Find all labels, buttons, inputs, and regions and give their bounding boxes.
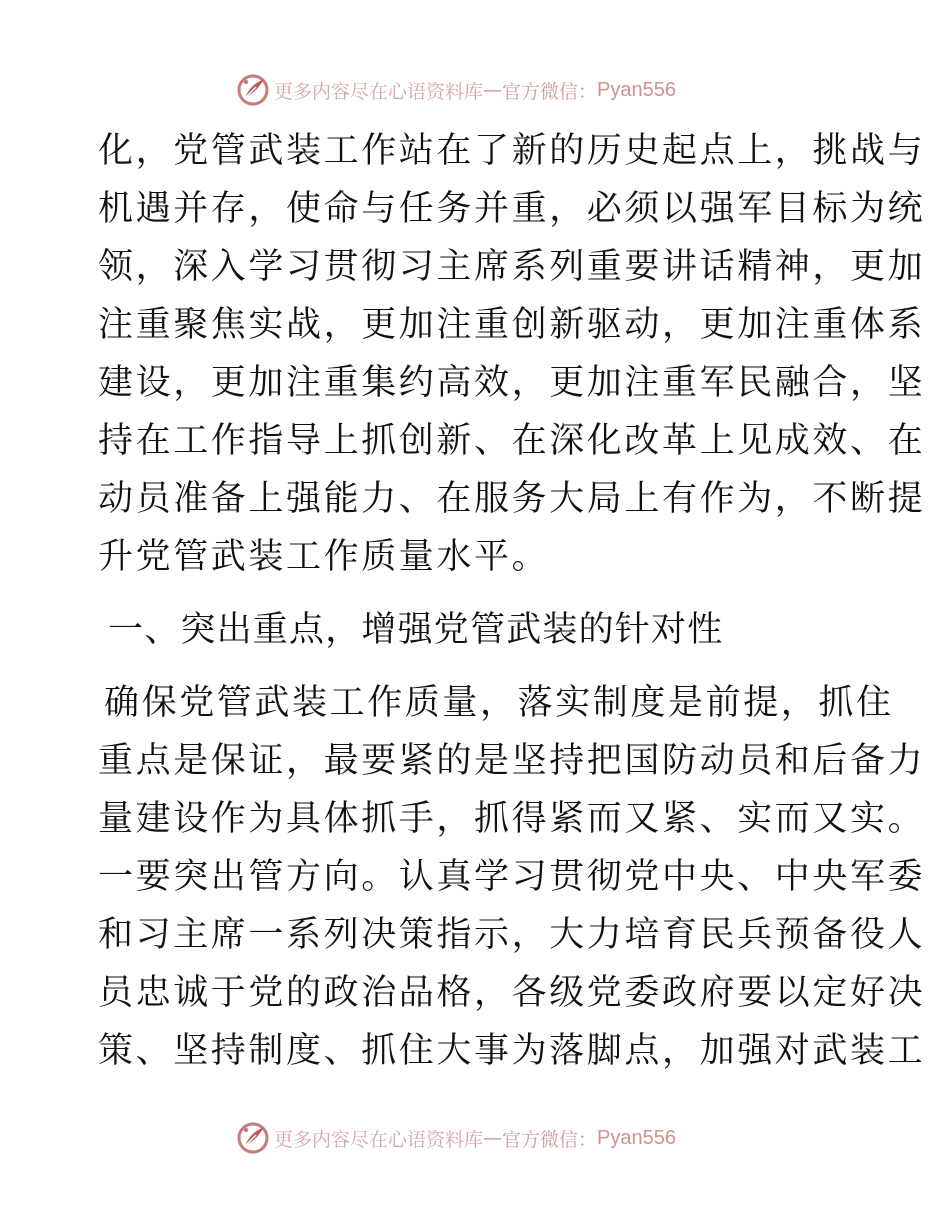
text-line: 和习主席一系列决策指示，大力培育民兵预备役人 [98, 915, 926, 955]
text-line: 注重聚焦实战，更加注重创新驱动，更加注重体系 [98, 305, 926, 345]
watermark-wechat-label: 官方微信： [502, 80, 598, 103]
text-line: 员忠诚于党的政治品格，各级党委政府要以定好决 [98, 973, 926, 1013]
section-heading: 一、突出重点，增强党管武装的针对性 [108, 610, 724, 650]
watermark-text: 更多内容尽在心语资料库 [274, 1128, 484, 1151]
spacer [98, 660, 858, 674]
text-line: 升党管武装工作质量水平。 [98, 537, 550, 577]
text-line: 策、坚持制度、抓住大事为落脚点，加强对武装工 [98, 1031, 926, 1071]
text-line: 领，深入学习贯彻习主席系列重要讲话精神，更加 [98, 247, 926, 287]
text-line: 机遇并存，使命与任务并重，必须以强军目标为统 [98, 189, 926, 229]
spacer [98, 586, 858, 600]
text-line: 持在工作指导上抓创新、在深化改革上见成效、在 [98, 421, 926, 461]
header-watermark [236, 70, 676, 110]
watermark-dash: — [483, 79, 503, 101]
text-line: 化，党管武装工作站在了新的历史起点上，挑战与 [98, 131, 926, 171]
document-body [98, 122, 926, 1080]
text-line: 量建设作为具体抓手，抓得紧而又紧、实而又实。 [98, 799, 926, 839]
paragraph-1 [98, 122, 926, 586]
watermark-wechat-id: Pyan556 [597, 1126, 676, 1149]
text-line: 重点是保证，最要紧的是坚持把国防动员和后备力 [98, 741, 926, 781]
watermark-dash: — [483, 1127, 503, 1149]
watermark-wechat-id: Pyan556 [597, 78, 676, 101]
text-line: 一要突出管方向。认真学习贯彻党中央、中央军委 [98, 857, 926, 897]
footer-watermark [236, 1118, 676, 1158]
text-line: 动员准备上强能力、在服务大局上有作为，不断提 [98, 479, 926, 519]
watermark-wechat-label: 官方微信： [502, 1128, 598, 1151]
feather-pen-logo-icon [236, 1121, 270, 1155]
feather-pen-logo-icon [236, 73, 270, 107]
text-line: 确保党管武装工作质量，落实制度是前提，抓住 [104, 683, 894, 723]
paragraph-2 [98, 674, 926, 1080]
watermark-text: 更多内容尽在心语资料库 [274, 80, 484, 103]
text-line: 建设，更加注重集约高效，更加注重军民融合，坚 [98, 363, 926, 403]
